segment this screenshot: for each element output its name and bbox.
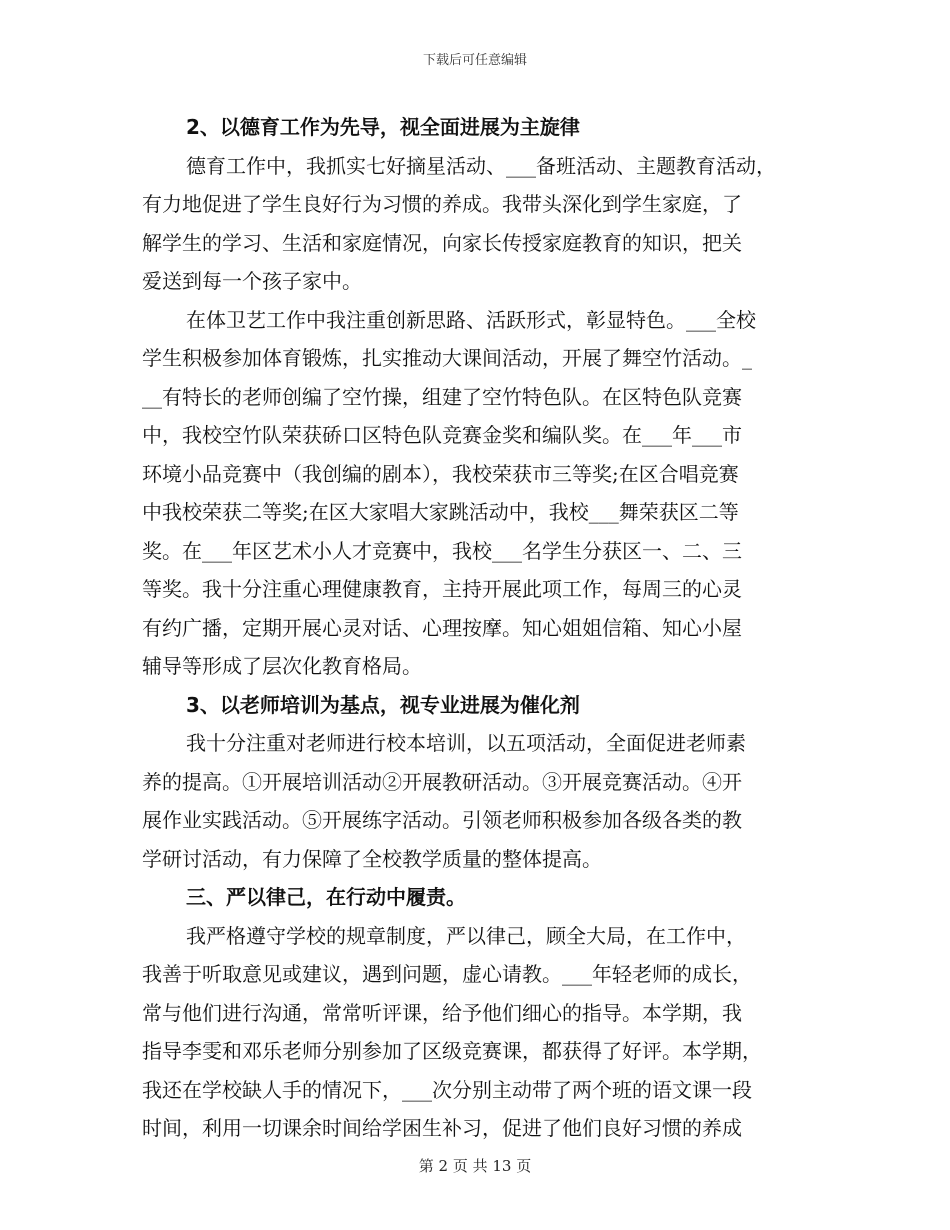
paragraph-line: 有力地促进了学生良好行为习惯的养成。我带头深化到学生家庭，了 (142, 192, 742, 216)
paragraph-line: 学生积极参加体育锻炼，扎实推动大课间活动，开展了舞空竹活动。_ (142, 346, 752, 370)
paragraph-line: 养的提高。①开展培训活动②开展教研活动。③开展竞赛活动。④开 (142, 769, 742, 794)
paragraph-line: 常与他们进行沟通，常常听评课，给予他们细心的指导。本学期，我 (142, 1000, 742, 1025)
paragraph-line: 环境小品竞赛中（我创编的剧本），我校荣获市三等奖;在区合唱竞赛 (142, 461, 739, 486)
page-number-footer: 第 2 页 共 13 页 (418, 1157, 532, 1175)
paragraph-line: 有约广播，定期开展心灵对话、心理按摩。知心姐姐信箱、知心小屋 (142, 615, 742, 640)
paragraph-line: 中，我校空竹队荣获硚口区特色队竞赛金奖和编队奖。在___年___市 (142, 423, 742, 447)
paragraph-line: 时间，利用一切课余时间给学困生补习，促进了他们良好习惯的养成 (142, 1116, 742, 1140)
paragraph-line: 等奖。我十分注重心理健康教育，主持开展此项工作，每周三的心灵 (142, 577, 742, 601)
section-heading-self-discipline: 三、严以律己，在行动中履责。 (186, 885, 466, 909)
paragraph-line: 奖。在___年区艺术小人才竞赛中，我校___名学生分获区一、二、三 (142, 538, 742, 563)
paragraph-line: 解学生的学习、生活和家庭情况，向家长传授家庭教育的知识，把关 (142, 230, 742, 255)
paragraph-line: 辅导等形成了层次化教育格局。 (142, 654, 422, 678)
paragraph-line: 中我校荣获二等奖;在区大家唱大家跳活动中，我校___舞荣获区二等 (142, 500, 739, 524)
paragraph-line: 我还在学校缺人手的情况下，___次分别主动带了两个班的语文课一段 (142, 1077, 752, 1102)
paragraph-line: 学研讨活动，有力保障了全校教学质量的整体提高。 (142, 846, 602, 871)
paragraph-line: 我严格遵守学校的规章制度，严以律己，顾全大局，在工作中， (186, 923, 746, 948)
paragraph-line: 爱送到每一个孩子家中。 (142, 269, 362, 293)
paragraph-line: __有特长的老师创编了空竹操，组建了空竹特色队。在区特色队竞赛 (142, 384, 742, 409)
paragraph-line: 指导李雯和邓乐老师分别参加了区级竞赛课，都获得了好评。本学期， (142, 1039, 762, 1063)
document-body (142, 108, 812, 1148)
paragraph-line: 我善于听取意见或建议，遇到问题，虚心请教。___年轻老师的成长， (142, 962, 752, 986)
section-heading-teacher-training: 3、以老师培训为基点，视专业进展为催化剂 (186, 692, 580, 717)
page-header: 下载后可任意编辑 (422, 53, 527, 68)
paragraph-line: 德育工作中，我抓实七好摘星活动、___备班活动、主题教育活动， (186, 153, 776, 178)
paragraph-line: 在体卫艺工作中我注重创新思路、活跃形式，彰显特色。___全校 (186, 307, 756, 332)
paragraph-line: 我十分注重对老师进行校本培训，以五项活动，全面促进老师素 (186, 731, 746, 755)
paragraph-line: 展作业实践活动。⑤开展练字活动。引领老师积极参加各级各类的教 (142, 808, 742, 832)
section-heading-moral-education: 2、以德育工作为先导，视全面进展为主旋律 (186, 115, 580, 139)
